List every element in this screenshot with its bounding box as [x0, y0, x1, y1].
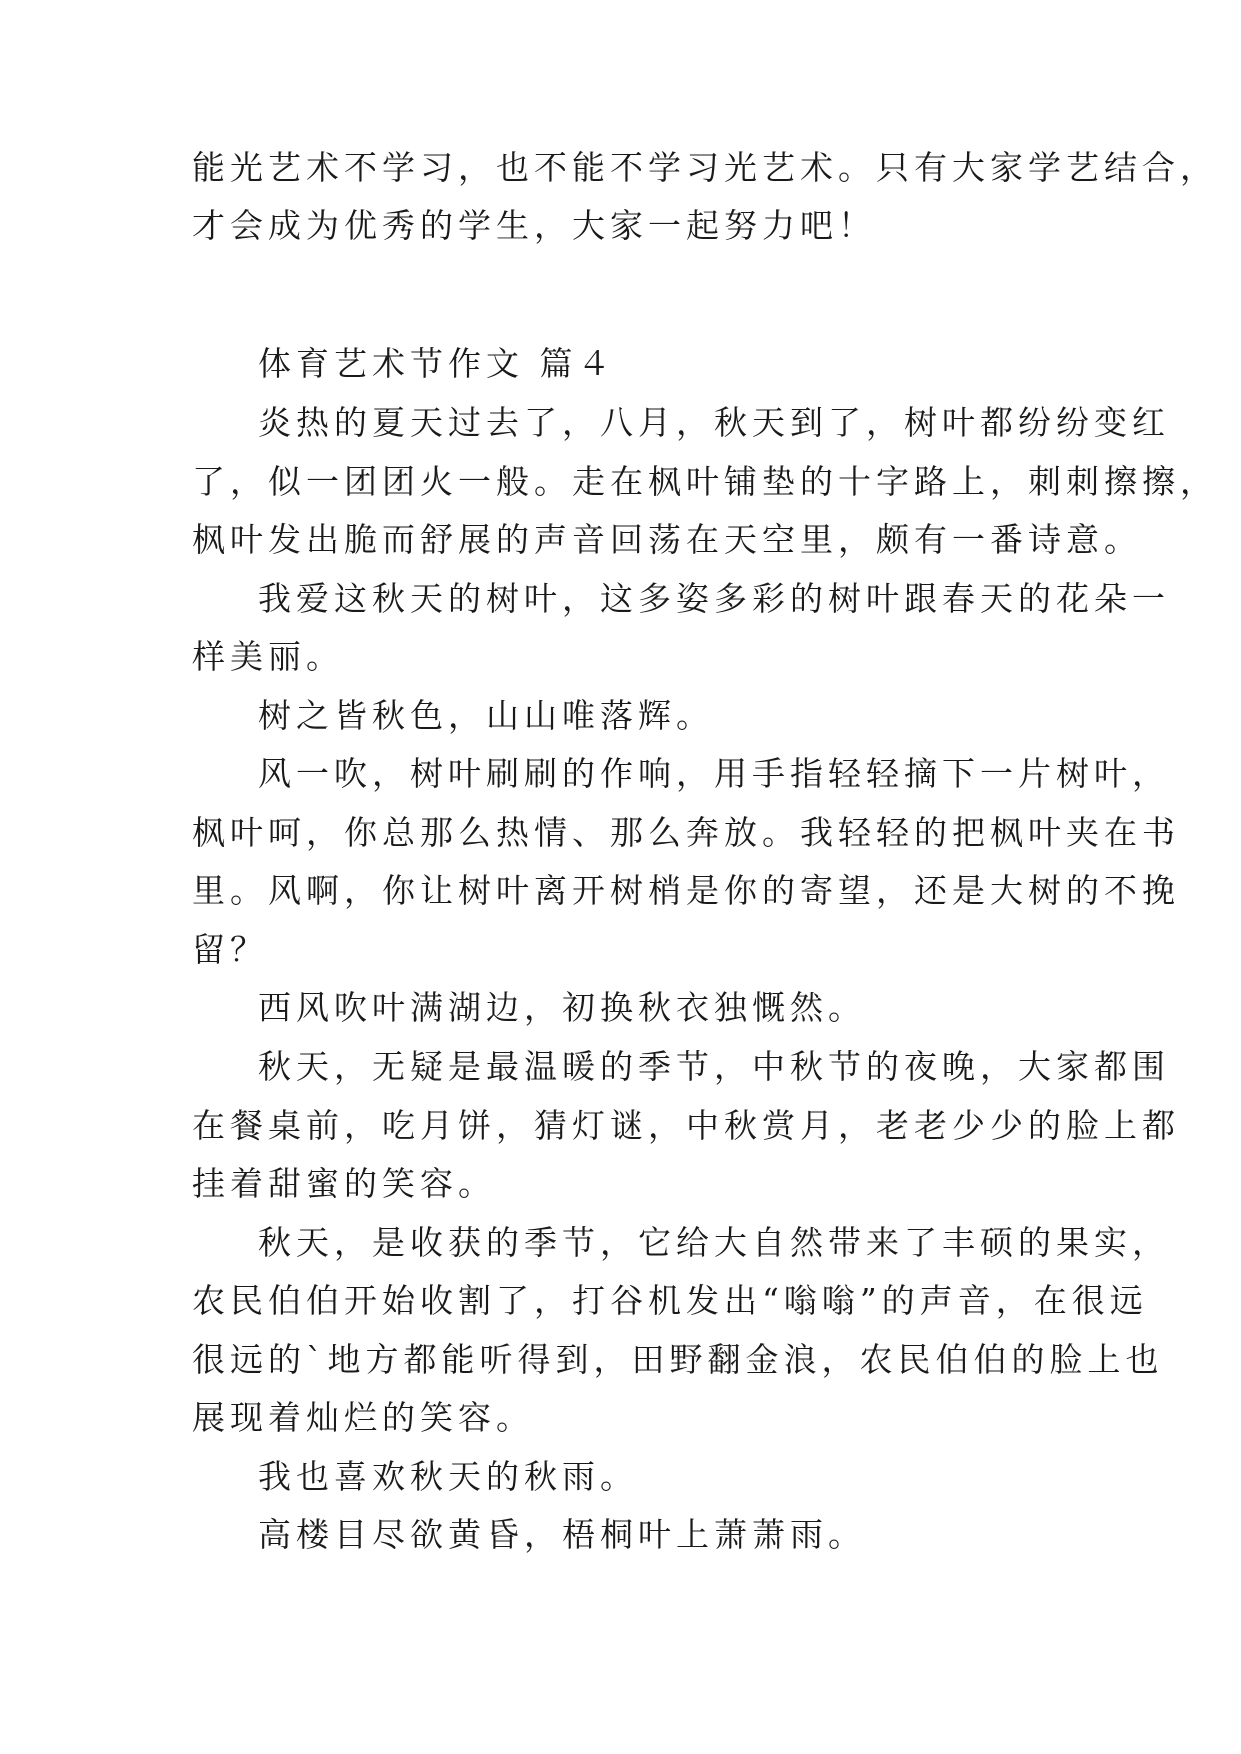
paragraph-first-line: 树之皆秋色，山山唯落辉。 — [258, 696, 714, 735]
body-line: 展现着灿烂的笑容。 — [192, 1398, 534, 1437]
body-line: 才会成为优秀的学生，大家一起努力吧！ — [192, 206, 876, 245]
paragraph-first-line: 我爱这秋天的树叶，这多姿多彩的树叶跟春天的花朵一 — [258, 579, 1170, 618]
body-line: 里。风啊，你让树叶离开树梢是你的寄望，还是大树的不挽 — [192, 871, 1180, 910]
paragraph-first-line: 西风吹叶满湖边，初换秋衣独慨然。 — [258, 988, 866, 1027]
body-line: 样美丽。 — [192, 637, 344, 676]
body-line: 农民伯伯开始收割了，打谷机发出“嗡嗡”的声音，在很远 — [192, 1281, 1148, 1320]
body-line: 了，似一团团火一般。走在枫叶铺垫的十字路上，刺刺擦擦， — [192, 462, 1218, 501]
body-line: 在餐桌前，吃月饼，猜灯谜，中秋赏月，老老少少的脸上都 — [192, 1106, 1180, 1145]
body-line: 留？ — [192, 930, 268, 969]
paragraph-first-line: 秋天，是收获的季节，它给大自然带来了丰硕的果实， — [258, 1223, 1170, 1262]
paragraph-first-line: 我也喜欢秋天的秋雨。 — [258, 1457, 638, 1496]
body-line: 枫叶发出脆而舒展的声音回荡在天空里，颇有一番诗意。 — [192, 520, 1142, 559]
paragraph-first-line: 秋天，无疑是最温暖的季节，中秋节的夜晚，大家都围 — [258, 1047, 1170, 1086]
body-line: 挂着甜蜜的笑容。 — [192, 1164, 496, 1203]
paragraph-first-line: 风一吹，树叶刷刷的作响，用手指轻轻摘下一片树叶， — [258, 754, 1170, 793]
body-line: 枫叶呵，你总那么热情、那么奔放。我轻轻的把枫叶夹在书 — [192, 813, 1180, 852]
section-heading: 体育艺术节作文 篇４ — [258, 344, 616, 383]
paragraph-first-line: 炎热的夏天过去了，八月，秋天到了，树叶都纷纷变红 — [258, 403, 1170, 442]
body-line: 能光艺术不学习，也不能不学习光艺术。只有大家学艺结合， — [192, 148, 1218, 187]
paragraph-first-line: 高楼目尽欲黄昏，梧桐叶上萧萧雨。 — [258, 1515, 866, 1554]
body-line: 很远的`地方都能听得到，田野翻金浪，农民伯伯的脸上也 — [192, 1340, 1164, 1379]
